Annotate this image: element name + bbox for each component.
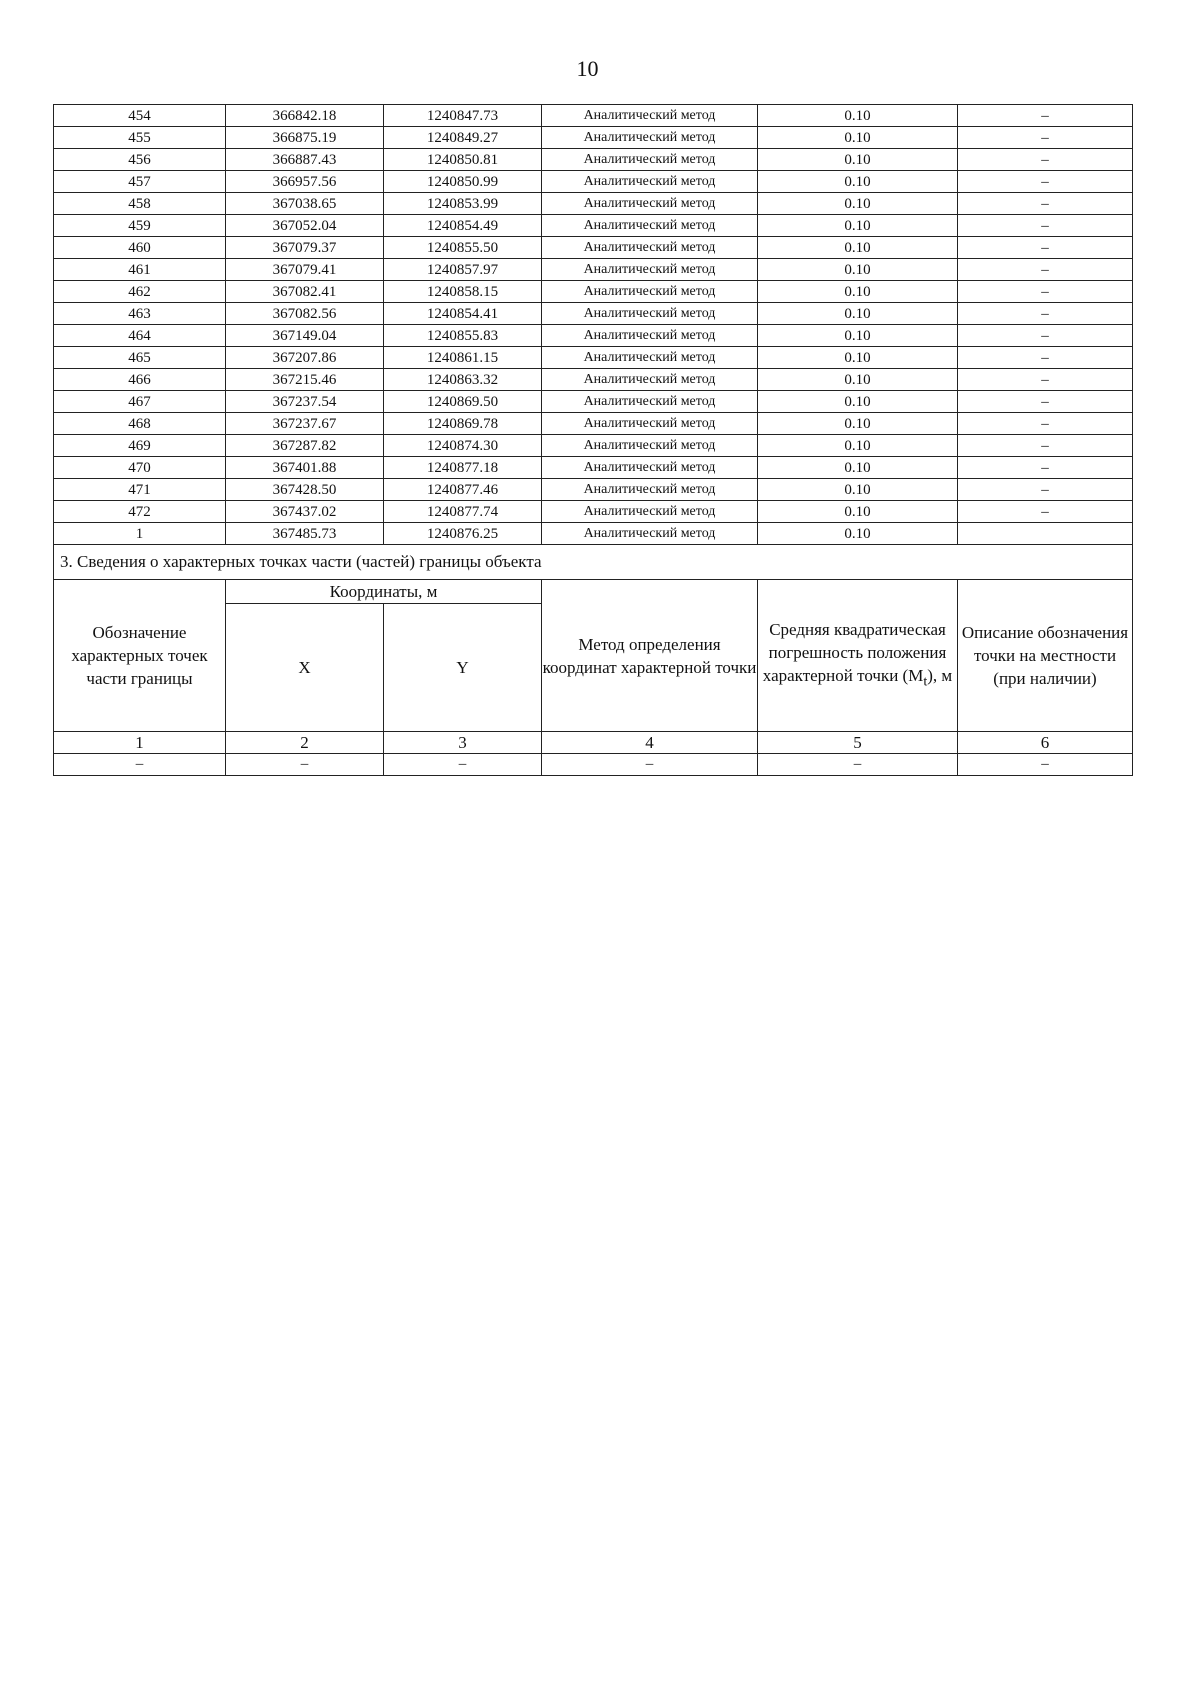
header-coordinates: Координаты, м — [226, 580, 542, 604]
description-cell: – — [958, 325, 1133, 347]
point-number-cell: 455 — [54, 127, 226, 149]
y-coordinate-cell: 1240855.50 — [384, 237, 542, 259]
description-cell: – — [958, 237, 1133, 259]
description-cell: – — [958, 369, 1133, 391]
y-coordinate-cell: 1240858.15 — [384, 281, 542, 303]
error-cell: 0.10 — [758, 149, 958, 171]
point-number-cell: 469 — [54, 435, 226, 457]
error-cell: 0.10 — [758, 281, 958, 303]
description-cell: – — [958, 347, 1133, 369]
y-coordinate-cell: 1240874.30 — [384, 435, 542, 457]
table-row — [54, 259, 1133, 281]
method-cell: Аналитический метод — [542, 523, 758, 545]
y-coordinate-cell: 1240877.74 — [384, 501, 542, 523]
table-row — [54, 105, 1133, 127]
method-cell: Аналитический метод — [542, 501, 758, 523]
empty-cell: – — [384, 754, 542, 776]
table-row — [54, 523, 1133, 545]
method-cell: Аналитический метод — [542, 391, 758, 413]
error-cell: 0.10 — [758, 171, 958, 193]
y-coordinate-cell: 1240853.99 — [384, 193, 542, 215]
section-3-title: 3. Сведения о характерных точках части (частей) границы объекта — [54, 545, 1133, 580]
y-coordinate-cell: 1240877.18 — [384, 457, 542, 479]
x-coordinate-cell: 367082.41 — [226, 281, 384, 303]
point-number-cell: 1 — [54, 523, 226, 545]
table-row — [54, 193, 1133, 215]
x-coordinate-cell: 367207.86 — [226, 347, 384, 369]
description-cell — [958, 523, 1133, 545]
point-number-cell: 470 — [54, 457, 226, 479]
empty-cell: – — [542, 754, 758, 776]
table-row — [54, 149, 1133, 171]
point-number-cell: 467 — [54, 391, 226, 413]
method-cell: Аналитический метод — [542, 303, 758, 325]
y-coordinate-cell: 1240847.73 — [384, 105, 542, 127]
y-coordinate-cell: 1240849.27 — [384, 127, 542, 149]
method-cell: Аналитический метод — [542, 435, 758, 457]
description-cell: – — [958, 105, 1133, 127]
x-coordinate-cell: 367079.41 — [226, 259, 384, 281]
point-number-cell: 462 — [54, 281, 226, 303]
point-number-cell: 459 — [54, 215, 226, 237]
x-coordinate-cell: 367401.88 — [226, 457, 384, 479]
y-coordinate-cell: 1240861.15 — [384, 347, 542, 369]
description-cell: – — [958, 215, 1133, 237]
header-method: Метод определения координат характерной точки — [542, 580, 758, 732]
coordinates-table — [53, 104, 1133, 776]
error-cell: 0.10 — [758, 215, 958, 237]
method-cell: Аналитический метод — [542, 215, 758, 237]
description-cell: – — [958, 391, 1133, 413]
description-cell: – — [958, 435, 1133, 457]
method-cell: Аналитический метод — [542, 479, 758, 501]
error-cell: 0.10 — [758, 479, 958, 501]
description-cell: – — [958, 149, 1133, 171]
method-cell: Аналитический метод — [542, 127, 758, 149]
x-coordinate-cell: 367149.04 — [226, 325, 384, 347]
table-row — [54, 237, 1133, 259]
y-coordinate-cell: 1240850.81 — [384, 149, 542, 171]
point-number-cell: 456 — [54, 149, 226, 171]
table-row — [54, 457, 1133, 479]
method-cell: Аналитический метод — [542, 237, 758, 259]
header-error-sub: t — [923, 673, 928, 690]
x-coordinate-cell: 366887.43 — [226, 149, 384, 171]
column-numbers-row — [54, 732, 1133, 754]
column-number: 2 — [226, 732, 384, 754]
table-row — [54, 501, 1133, 523]
method-cell: Аналитический метод — [542, 281, 758, 303]
x-coordinate-cell: 367428.50 — [226, 479, 384, 501]
table-row — [54, 479, 1133, 501]
point-number-cell: 457 — [54, 171, 226, 193]
error-cell: 0.10 — [758, 391, 958, 413]
table-row — [54, 303, 1133, 325]
y-coordinate-cell: 1240854.49 — [384, 215, 542, 237]
header-error-unit: ), м — [927, 665, 953, 685]
method-cell: Аналитический метод — [542, 193, 758, 215]
method-cell: Аналитический метод — [542, 457, 758, 479]
x-coordinate-cell: 366875.19 — [226, 127, 384, 149]
points-table-body — [54, 105, 1133, 545]
x-coordinate-cell: 366842.18 — [226, 105, 384, 127]
y-coordinate-cell: 1240854.41 — [384, 303, 542, 325]
point-number-cell: 471 — [54, 479, 226, 501]
table-row — [54, 413, 1133, 435]
header-error-main: Средняя квадратическая погрешность положения характерной точки (M — [762, 619, 947, 685]
method-cell: Аналитический метод — [542, 259, 758, 281]
description-cell: – — [958, 413, 1133, 435]
point-number-cell: 466 — [54, 369, 226, 391]
y-coordinate-cell: 1240850.99 — [384, 171, 542, 193]
table-row — [54, 171, 1133, 193]
x-coordinate-cell: 367237.54 — [226, 391, 384, 413]
x-coordinate-cell: 367082.56 — [226, 303, 384, 325]
error-cell: 0.10 — [758, 435, 958, 457]
point-number-cell: 468 — [54, 413, 226, 435]
error-cell: 0.10 — [758, 501, 958, 523]
y-coordinate-cell: 1240857.97 — [384, 259, 542, 281]
point-number-cell: 461 — [54, 259, 226, 281]
header-description: Описание обозначения точки на местности (при наличии) — [958, 580, 1133, 732]
y-coordinate-cell: 1240863.32 — [384, 369, 542, 391]
header-error — [758, 580, 958, 732]
method-cell: Аналитический метод — [542, 149, 758, 171]
table-row — [54, 127, 1133, 149]
empty-cell: – — [54, 754, 226, 776]
empty-cell: – — [958, 754, 1133, 776]
method-cell: Аналитический метод — [542, 347, 758, 369]
point-number-cell: 463 — [54, 303, 226, 325]
description-cell: – — [958, 501, 1133, 523]
column-number: 4 — [542, 732, 758, 754]
y-coordinate-cell: 1240869.78 — [384, 413, 542, 435]
error-cell: 0.10 — [758, 523, 958, 545]
table-row — [54, 281, 1133, 303]
x-coordinate-cell: 367437.02 — [226, 501, 384, 523]
table-row — [54, 215, 1133, 237]
error-cell: 0.10 — [758, 259, 958, 281]
empty-data-row — [54, 754, 1133, 776]
point-number-cell: 465 — [54, 347, 226, 369]
description-cell: – — [958, 457, 1133, 479]
error-cell: 0.10 — [758, 457, 958, 479]
point-number-cell: 458 — [54, 193, 226, 215]
point-number-cell: 454 — [54, 105, 226, 127]
error-cell: 0.10 — [758, 347, 958, 369]
y-coordinate-cell: 1240876.25 — [384, 523, 542, 545]
column-number: 5 — [758, 732, 958, 754]
x-coordinate-cell: 367287.82 — [226, 435, 384, 457]
column-number: 1 — [54, 732, 226, 754]
table-row — [54, 347, 1133, 369]
error-cell: 0.10 — [758, 127, 958, 149]
x-coordinate-cell: 367215.46 — [226, 369, 384, 391]
x-coordinate-cell: 367052.04 — [226, 215, 384, 237]
table-row — [54, 369, 1133, 391]
x-coordinate-cell: 366957.56 — [226, 171, 384, 193]
table-row — [54, 325, 1133, 347]
x-coordinate-cell: 367237.67 — [226, 413, 384, 435]
header-designation: Обозначение характерных точек части границы — [54, 580, 226, 732]
error-cell: 0.10 — [758, 369, 958, 391]
column-number: 6 — [958, 732, 1133, 754]
section-3 — [54, 545, 1133, 776]
method-cell: Аналитический метод — [542, 171, 758, 193]
empty-cell: – — [226, 754, 384, 776]
empty-cell: – — [758, 754, 958, 776]
error-cell: 0.10 — [758, 325, 958, 347]
description-cell: – — [958, 193, 1133, 215]
x-coordinate-cell: 367038.65 — [226, 193, 384, 215]
error-cell: 0.10 — [758, 237, 958, 259]
x-coordinate-cell: 367485.73 — [226, 523, 384, 545]
point-number-cell: 472 — [54, 501, 226, 523]
point-number-cell: 460 — [54, 237, 226, 259]
description-cell: – — [958, 127, 1133, 149]
y-coordinate-cell: 1240855.83 — [384, 325, 542, 347]
description-cell: – — [958, 281, 1133, 303]
column-number: 3 — [384, 732, 542, 754]
description-cell: – — [958, 171, 1133, 193]
error-cell: 0.10 — [758, 303, 958, 325]
method-cell: Аналитический метод — [542, 369, 758, 391]
description-cell: – — [958, 259, 1133, 281]
method-cell: Аналитический метод — [542, 413, 758, 435]
error-cell: 0.10 — [758, 193, 958, 215]
error-cell: 0.10 — [758, 105, 958, 127]
method-cell: Аналитический метод — [542, 105, 758, 127]
description-cell: – — [958, 303, 1133, 325]
page-number: 10 — [576, 56, 599, 81]
y-coordinate-cell: 1240869.50 — [384, 391, 542, 413]
header-x: X — [226, 604, 384, 732]
method-cell: Аналитический метод — [542, 325, 758, 347]
error-cell: 0.10 — [758, 413, 958, 435]
table-row — [54, 391, 1133, 413]
description-cell: – — [958, 479, 1133, 501]
point-number-cell: 464 — [54, 325, 226, 347]
table-row — [54, 435, 1133, 457]
y-coordinate-cell: 1240877.46 — [384, 479, 542, 501]
x-coordinate-cell: 367079.37 — [226, 237, 384, 259]
header-y: Y — [384, 604, 542, 732]
